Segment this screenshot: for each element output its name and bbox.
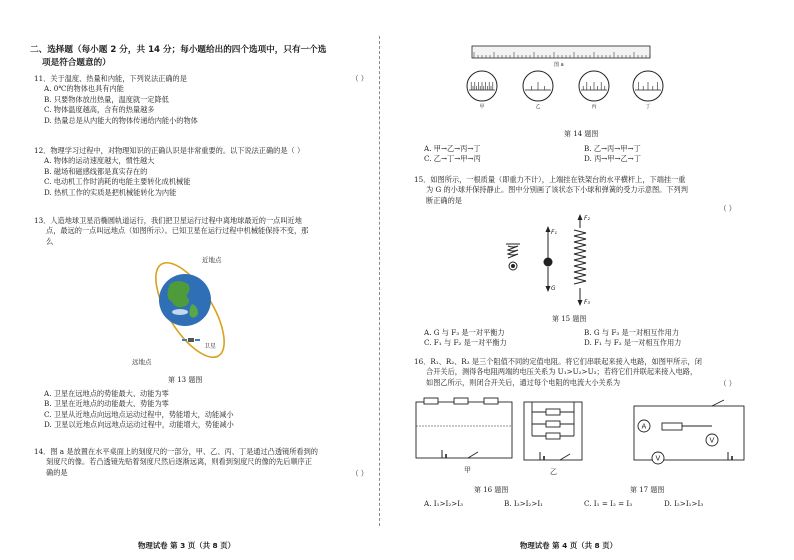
option-d[interactable]: D. I₂>I₁>I₃ (664, 499, 704, 508)
satellite-label (204, 342, 216, 350)
ruler-label (554, 61, 564, 68)
series-circuit (416, 398, 512, 474)
question-12 (34, 146, 376, 198)
option-d[interactable]: D. 热机工作的实质是把机械能转化为内能 (44, 187, 177, 197)
meter-circuit (634, 400, 744, 464)
svg-text:近地点: 近地点 (202, 256, 222, 264)
figure-15-caption: 第 15 题图 (552, 315, 587, 323)
svg-text:远地点: 远地点 (132, 358, 152, 366)
question-16-stem-line2: 合开关后，测得各电阻两端的电压关系为 U₁>U₂>U₃；若将它们并联起来接入电路， (426, 367, 698, 377)
option-b[interactable]: B. I₃>I₂>I₁ (504, 499, 544, 508)
parallel-circuit (524, 402, 582, 476)
lens-view-1 (467, 71, 497, 110)
option-b[interactable]: B. 乙→丙→甲→丁 (584, 144, 641, 153)
option-c[interactable]: C. 电动机工作时消耗的电能主要转化成机械能 (44, 177, 191, 187)
answer-bracket[interactable]: （ ） (719, 379, 736, 388)
option-b[interactable]: B. 只要物体放出热量，温度就一定降低 (44, 94, 169, 104)
question-13-stem-line3: 么 (46, 236, 54, 246)
option-c[interactable]: C. F₁ 与 F₂ 是一对平衡力 (424, 338, 507, 348)
question-13-options (34, 389, 376, 431)
satellite-orbit-figure (130, 252, 250, 372)
section-title (30, 44, 375, 71)
option-a[interactable]: A. 物体的运动速度越大，惯性越大 (44, 156, 155, 166)
svg-text:F₃: F₃ (584, 299, 590, 306)
question-14 (34, 447, 376, 478)
option-a[interactable]: A. 甲→乙→丙→丁 (424, 144, 481, 153)
section-title-line1: 二、选择题（每小题 2 分，共 14 分；每小题给出的四个选项中，只有一个选 (30, 45, 327, 55)
svg-text:卫星: 卫星 (204, 343, 217, 350)
option-d[interactable]: D. 热量总是从内能大的物体传递给内能小的物体 (44, 115, 198, 125)
question-14-stem-line3: 确的是 (46, 467, 68, 477)
ruler-image (472, 46, 650, 58)
question-15-options (414, 328, 744, 349)
option-c[interactable]: C. I₁ = I₂ = I₃ (584, 499, 633, 508)
spring-with-ball (506, 244, 520, 270)
question-15-stem-line1: 15．如图所示，一根质量（即重力不计），上端挂在铁架台的水平横杆上，下端挂一重 (414, 175, 686, 184)
svg-text:F₁: F₁ (551, 229, 557, 236)
question-12-stem: 12．物理学习过程中，对物理知识的正确认识是非常重要的。以下说法正确的是（ ） (34, 146, 305, 155)
option-b[interactable]: B. 卫星在近地点的动能最大、势能为零 (44, 399, 169, 409)
svg-text:V: V (655, 454, 661, 463)
option-c[interactable]: C. 乙→丁→甲→丙 (424, 154, 481, 164)
svg-text:A: A (641, 422, 647, 431)
question-16-stem-line1: 16．R₁、R₂、R₃ 是三个阻值不同的定值电阻。将它们串联起来接入电路，如图甲所示，闭 (414, 357, 702, 366)
svg-text:F₂: F₂ (584, 215, 590, 222)
option-b[interactable]: B. G 与 F₃ 是一对相互作用力 (584, 328, 680, 337)
figure-13-caption: 第 13 题图 (168, 376, 203, 384)
svg-text:乙: 乙 (550, 468, 557, 476)
lens-view-4 (633, 71, 663, 110)
lens-view-3 (579, 71, 609, 110)
spring-force-diagram (574, 214, 590, 306)
question-16-stem-line3: 如图乙所示，则闭合开关后，通过每个电阻的电流大小关系为 (426, 377, 621, 387)
question-14-stem-line1: 14．图 a 是放置在水平桌面上的刻度尺的一部分，甲、乙、丙、丁是通过凸透镜所看到的 (34, 447, 318, 456)
option-a[interactable]: A. G 与 F₃ 是一对平衡力 (424, 328, 505, 337)
question-14-stem-line2: 刻度尺的像。若凸透镜先贴着刻度尺然后逐渐远离，则看到刻度尺的像的先后顺序正 (46, 457, 312, 467)
left-page (0, 0, 380, 560)
question-16 (414, 357, 744, 388)
question-11 (34, 74, 376, 126)
page-footer-left: 物理试卷 第 3 页（共 8 页） (138, 541, 236, 550)
page-footer-right: 物理试卷 第 4 页（共 8 页） (520, 541, 618, 550)
figure-14-caption: 第 14 题图 (564, 130, 599, 138)
near-point-label (202, 255, 222, 264)
far-point-label (132, 357, 152, 366)
question-14-options (414, 144, 744, 165)
question-15 (414, 175, 744, 213)
option-d[interactable]: D. 丙→甲→乙→丁 (584, 154, 641, 164)
lens-view-label: 丙 (591, 104, 597, 110)
svg-text:V: V (709, 436, 715, 445)
lens-view-label: 甲 (479, 104, 485, 110)
option-a[interactable]: A. 卫星在远地点的势能最大、动能为零 (44, 389, 169, 398)
answer-bracket[interactable]: （ ） (351, 74, 368, 83)
option-b[interactable]: B. 磁场和磁感线都是真实存在的 (44, 166, 148, 176)
section-title-line2: 项是符合题意的） (42, 58, 111, 69)
option-d[interactable]: D. F₁ 与 F₂ 是一对相互作用力 (584, 338, 682, 348)
question-15-stem-line2: 为 G 的小球并保持静止。图中分别画了该状态下小球和弹簧的受力示意图。下列判 (426, 185, 688, 195)
option-a[interactable]: A. I₁>I₂>I₃ (424, 499, 463, 508)
svg-text:甲: 甲 (464, 466, 471, 474)
figure-17-caption: 第 17 题图 (630, 486, 665, 494)
question-15-stem-line3: 断正确的是 (426, 195, 462, 205)
page-divider (379, 36, 380, 526)
answer-bracket[interactable]: （ ） (351, 469, 368, 478)
ball-force-diagram (544, 226, 558, 292)
earth-cloud (172, 309, 188, 315)
spring-force-figure (500, 214, 610, 306)
ruler-lens-figure (456, 44, 668, 110)
question-13 (34, 216, 376, 247)
option-a[interactable]: A. 0℃的物体也具有内能 (44, 84, 124, 94)
lens-view-2 (523, 71, 553, 110)
lens-view-label: 丁 (645, 104, 651, 110)
lens-view-label: 乙 (535, 104, 541, 110)
question-13-stem-line2: 点，最远的一点叫远地点（如图所示）。已知卫星在运行过程中机械能保持不变，那 (46, 226, 309, 236)
circuit-figures (412, 396, 764, 478)
option-c[interactable]: C. 物体温度越高，含有的热量越多 (44, 105, 155, 115)
question-11-stem: 11．关于温度、热量和内能，下列说法正确的是 (34, 74, 187, 83)
option-c[interactable]: C. 卫星从近地点向远地点运动过程中，势能增大，动能减小 (44, 409, 234, 419)
figure-16-caption: 第 16 题图 (474, 486, 509, 494)
svg-text:G: G (551, 285, 556, 292)
svg-text:图 a: 图 a (554, 62, 564, 68)
option-d[interactable]: D. 卫星以近地点向远地点运动过程中，动能增大，势能减小 (44, 420, 234, 430)
question-13-stem-line1: 13．人造地球卫星沿椭圆轨道运行，我们把卫星运行过程中离地球最近的一点叫近地 (34, 216, 302, 225)
answer-bracket[interactable]: （ ） (719, 204, 736, 213)
right-page (392, 0, 794, 560)
question-16-options (414, 499, 744, 509)
